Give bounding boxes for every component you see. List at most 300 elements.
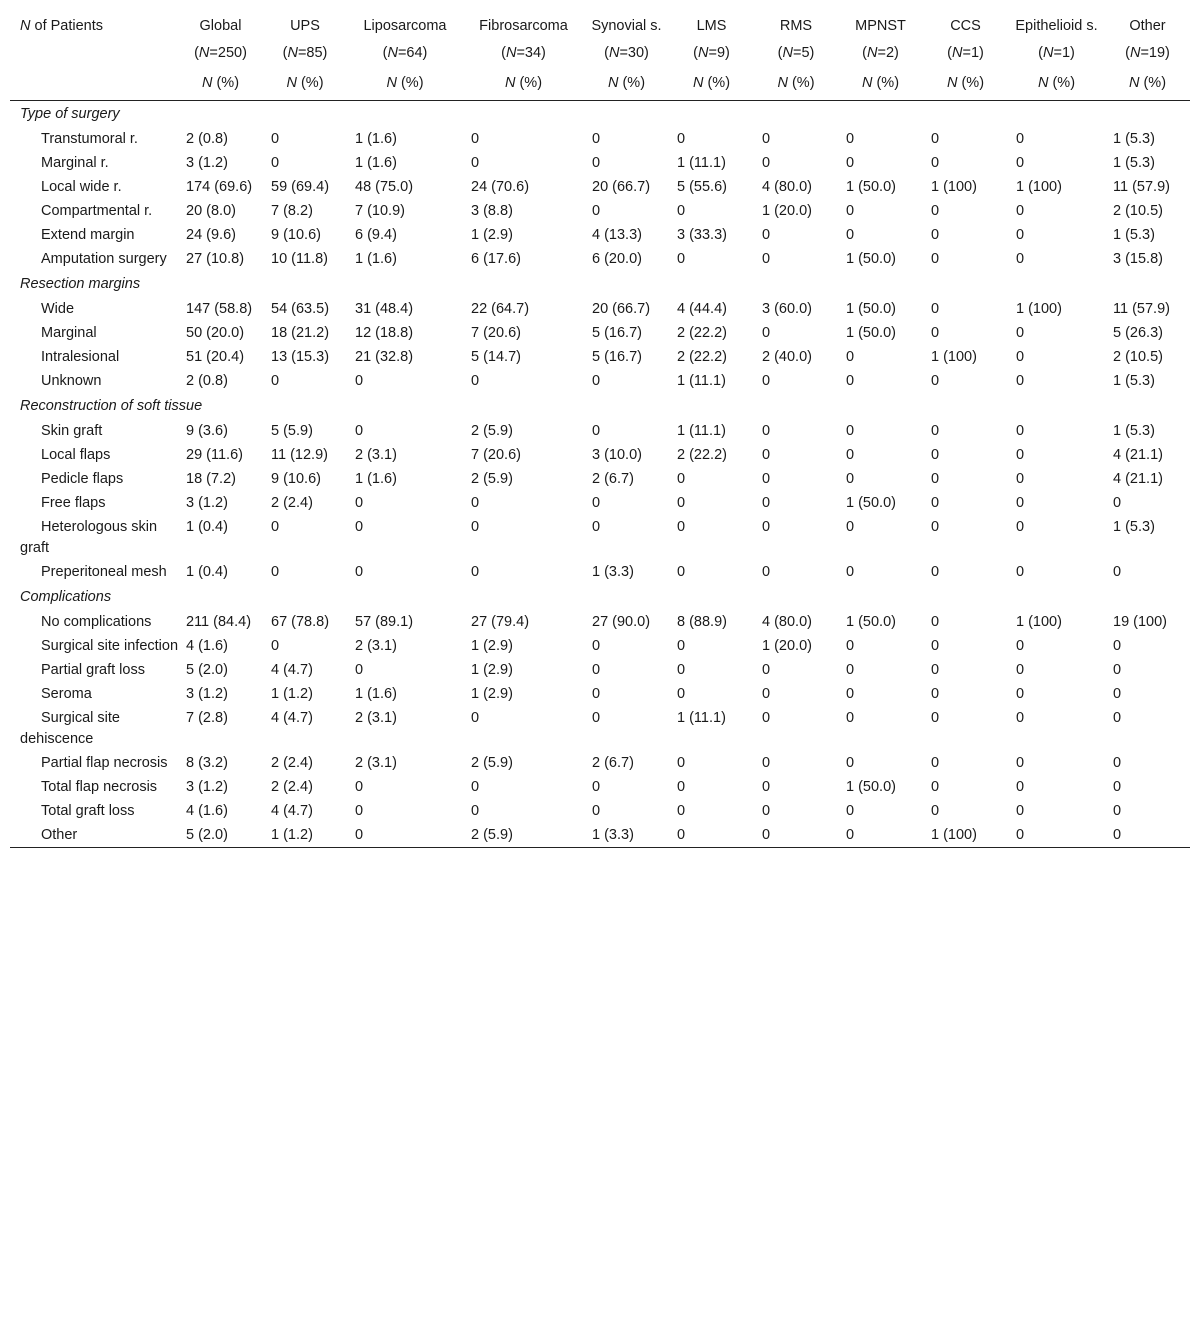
cell-value: 0 [931,251,940,267]
section-title: Resection margins [20,276,141,292]
unit-n: N [777,75,788,91]
cell-value: 13 (15.3) [271,349,330,365]
cell-value: 0 [1016,686,1025,702]
count-prefix: ( [604,45,609,61]
column-count [584,37,669,64]
cell-value: 1 (100) [931,349,977,365]
cell-value: 19 (100) [1113,614,1168,630]
column-unit [923,64,1008,101]
cell-value: 2 (3.1) [355,710,397,726]
cell-value: 0 [931,227,940,243]
corner-n: N [20,18,31,34]
cell-value: 0 [677,251,686,267]
cell-value: 0 [1016,779,1025,795]
cell-value: 7 (20.6) [471,447,521,463]
table-row [10,610,1190,634]
cell-value: 2 (40.0) [762,349,812,365]
count-suffix: ) [242,45,247,61]
table-row [10,175,1190,199]
cell-value: 0 [592,803,601,819]
table-row [10,247,1190,271]
row-label: Total flap necrosis [41,779,158,795]
row-label: Extend margin [41,227,135,243]
row-label: Partial graft loss [41,662,145,678]
cell-value: 0 [931,447,940,463]
count-eq: = [1053,45,1062,61]
table-row [10,151,1190,175]
cell-value: 1 (11.1) [677,373,726,389]
cell-value: 1 (100) [1016,179,1062,195]
cell-value: 147 (58.8) [186,301,253,317]
cell-value: 0 [762,471,771,487]
row-label: Amputation surgery [41,251,167,267]
section-row [10,101,1190,128]
row-label-cell [10,223,178,247]
cell-value: 0 [471,564,480,580]
cell-value: 1 (11.1) [677,155,726,171]
count-eq: = [209,45,218,61]
cell-value: 1 (50.0) [846,179,896,195]
count-eq: = [877,45,886,61]
cell-value: 0 [677,519,686,535]
cell-value: 0 [355,564,364,580]
count-value: 1 [1061,45,1071,61]
cell-value: 0 [931,325,940,341]
row-label-cell [10,151,178,175]
cell-value: 2 (0.8) [186,373,228,389]
cell-value: 0 [1016,755,1025,771]
cell-value: 0 [677,755,686,771]
cell-value: 1 (5.3) [1113,519,1155,535]
column-count [669,37,754,64]
cell-value: 0 [271,564,280,580]
cell-value: 2 (10.5) [1113,203,1163,219]
unit-n: N [1128,75,1140,91]
table-row [10,634,1190,658]
cell-value: 0 [471,710,480,726]
row-label: Total graft loss [41,803,135,819]
cell-value: 31 (48.4) [355,301,414,317]
cell-value: 9 (3.6) [186,423,228,439]
cell-value: 0 [1113,686,1122,702]
count-prefix: ( [862,45,867,61]
cell-value: 4 (21.1) [1113,471,1163,487]
count-eq: = [516,45,525,61]
row-label: Surgical site dehiscence [20,710,120,747]
table-row [10,321,1190,345]
column-unit [347,64,463,101]
cell-value: 48 (75.0) [355,179,414,195]
row-label-cell [10,515,178,560]
row-label-cell [10,127,178,151]
cell-value: 7 (20.6) [471,325,521,341]
row-label-cell [10,419,178,443]
cell-value: 0 [1016,423,1025,439]
cell-value: 1 (5.3) [1113,423,1155,439]
cell-value: 0 [1113,827,1122,843]
row-label: No complications [41,614,152,630]
cell-value: 0 [846,131,855,147]
cell-value: 0 [471,519,480,535]
cell-value: 0 [592,495,601,511]
column-unit [263,64,347,101]
count-n: N [608,45,620,61]
cell-value: 4 (1.6) [186,638,228,654]
column-count [178,37,263,64]
cell-value: 2 (5.9) [471,471,513,487]
cell-value: 0 [931,301,940,317]
column-count [923,37,1008,64]
count-n: N [387,45,398,61]
unit-rest: (%) [1048,75,1076,91]
cell-value: 1 (1.6) [355,471,397,487]
cell-value: 5 (55.6) [677,179,727,195]
row-label-cell [10,706,178,751]
row-label-cell [10,610,178,634]
unit-rest: (%) [872,75,900,91]
cell-value: 1 (1.6) [355,155,397,171]
column-count [263,37,347,64]
cell-value: 0 [846,662,855,678]
cell-value: 6 (9.4) [355,227,397,243]
cell-value: 0 [677,564,686,580]
cell-value: 21 (32.8) [355,349,414,365]
cell-value: 24 (9.6) [186,227,236,243]
column-unit [178,64,263,101]
column-header: RMS [779,18,813,34]
cell-value: 0 [1016,155,1025,171]
column-unit [754,64,838,101]
row-label: Free flaps [41,495,106,511]
cell-value: 2 (22.2) [677,447,727,463]
table-row [10,706,1190,751]
table-header [10,8,1190,101]
column-header: UPS [290,18,320,34]
cell-value: 0 [846,564,855,580]
cell-value: 1 (5.3) [1113,155,1155,171]
cell-value: 4 (44.4) [677,301,727,317]
cell-value: 0 [846,373,855,389]
cell-value: 0 [1113,803,1122,819]
row-label: Partial flap necrosis [41,755,168,771]
cell-value: 0 [1016,447,1025,463]
cell-value: 4 (1.6) [186,803,228,819]
row-label-cell [10,491,178,515]
cell-value: 1 (1.6) [355,686,397,702]
cell-value: 0 [592,203,601,219]
cell-value: 1 (100) [931,179,977,195]
cell-value: 1 (0.4) [186,564,228,580]
column-count [347,37,463,64]
unit-rest: (%) [618,75,646,91]
cell-value: 0 [1113,638,1122,654]
table-row [10,775,1190,799]
cell-value: 2 (22.2) [677,325,727,341]
count-suffix: ) [322,45,328,61]
cell-value: 0 [1016,564,1025,580]
cell-value: 0 [931,686,940,702]
cell-value: 10 (11.8) [271,251,328,267]
cell-value: 0 [762,373,771,389]
row-label-cell [10,369,178,393]
unit-n: N [201,75,213,91]
cell-value: 0 [1016,227,1025,243]
row-label: Unknown [41,373,102,389]
cell-value: 1 (50.0) [846,495,896,511]
cell-value: 0 [471,373,480,389]
cell-value: 0 [846,686,855,702]
column-header: Liposarcoma [363,18,447,34]
cell-value: 0 [677,131,686,147]
cell-value: 1 (50.0) [846,301,896,317]
cell-value: 4 (13.3) [592,227,642,243]
table-row [10,658,1190,682]
cell-value: 1 (5.3) [1113,373,1155,389]
unit-n: N [861,75,873,91]
cell-value: 0 [355,779,364,795]
cell-value: 1 (0.4) [186,519,228,535]
count-eq: = [1140,45,1149,61]
row-label-cell [10,247,178,271]
column-header: CCS [950,18,981,34]
cell-value: 22 (64.7) [471,301,530,317]
column-header: LMS [696,18,727,34]
cell-value: 2 (3.1) [355,638,397,654]
cell-value: 0 [471,155,480,171]
row-label-cell [10,799,178,823]
section-row [10,584,1190,610]
cell-value: 0 [931,373,940,389]
section-row [10,271,1190,297]
cell-value: 0 [846,447,855,463]
cell-value: 0 [355,519,364,535]
cell-value: 5 (14.7) [471,349,521,365]
row-label: Marginal [41,325,97,341]
cell-value: 6 (17.6) [471,251,521,267]
cell-value: 0 [931,203,940,219]
section-title: Reconstruction of soft tissue [20,398,203,414]
row-label: Marginal r. [41,155,109,171]
row-label-cell [10,467,178,491]
cell-value: 2 (6.7) [592,471,634,487]
cell-value: 1 (100) [931,827,977,843]
count-n: N [782,45,793,61]
row-label-cell [10,560,178,584]
table-row [10,799,1190,823]
cell-value: 0 [1113,755,1122,771]
cell-value: 2 (5.9) [471,423,513,439]
count-suffix: ) [979,45,984,61]
cell-value: 3 (60.0) [762,301,812,317]
cell-value: 0 [846,471,855,487]
row-label-cell [10,823,178,848]
count-suffix: ) [541,45,546,61]
count-value: 5 [801,45,810,61]
cell-value: 0 [592,638,601,654]
cell-value: 0 [846,227,855,243]
cell-value: 7 (10.9) [355,203,405,219]
unit-n: N [1037,75,1049,91]
cell-value: 0 [1016,827,1025,843]
cell-value: 1 (3.3) [592,827,634,843]
cell-value: 0 [677,686,686,702]
cell-value: 3 (1.2) [186,686,228,702]
cell-value: 0 [592,710,601,726]
unit-rest: (%) [296,75,324,91]
cell-value: 4 (4.7) [271,662,313,678]
cell-value: 0 [471,803,480,819]
cell-value: 0 [846,710,855,726]
cell-value: 11 (12.9) [271,447,328,463]
count-prefix: ( [194,45,199,61]
row-label: Surgical site infection [41,638,179,654]
cell-value: 0 [271,519,280,535]
cell-value: 0 [762,227,771,243]
cell-value: 1 (11.1) [677,710,726,726]
cell-value: 1 (20.0) [762,638,812,654]
cell-value: 3 (1.2) [186,779,228,795]
cell-value: 0 [592,131,601,147]
cell-value: 3 (33.3) [677,227,727,243]
row-label-cell [10,634,178,658]
cell-value: 211 (84.4) [186,614,252,630]
column-header: Other [1129,18,1166,34]
cell-value: 0 [762,803,771,819]
cell-value: 20 (66.7) [592,301,651,317]
unit-rest: (%) [212,75,240,91]
cell-value: 9 (10.6) [271,227,321,243]
cell-value: 6 (20.0) [592,251,642,267]
cell-value: 1 (2.9) [471,227,513,243]
cell-value: 0 [355,827,364,843]
cell-value: 0 [931,471,940,487]
cell-value: 1 (5.3) [1113,131,1155,147]
cell-value: 0 [931,803,940,819]
row-label: Local wide r. [41,179,122,195]
cell-value: 1 (1.6) [355,131,397,147]
cell-value: 1 (2.9) [471,662,513,678]
cell-value: 0 [931,519,940,535]
table-container [10,8,1190,848]
cell-value: 1 (100) [1016,614,1062,630]
table-row [10,560,1190,584]
count-value: 250 [217,45,243,61]
count-n: N [697,45,709,61]
column-unit [669,64,754,101]
count-suffix: ) [644,45,649,61]
cell-value: 54 (63.5) [271,301,330,317]
cell-value: 0 [271,638,280,654]
cell-value: 0 [846,519,855,535]
count-suffix: ) [1165,45,1170,61]
cell-value: 67 (78.8) [271,614,330,630]
count-prefix: ( [282,45,288,61]
patients-table [10,8,1190,848]
cell-value: 0 [677,827,686,843]
row-label: Intralesional [41,349,120,365]
cell-value: 5 (16.7) [592,349,642,365]
cell-value: 0 [592,779,601,795]
count-prefix: ( [382,45,388,61]
cell-value: 1 (1.2) [271,827,313,843]
unit-n: N [504,75,516,91]
column-unit [1008,64,1105,101]
cell-value: 0 [846,349,855,365]
column-header: Global [199,18,242,34]
row-label: Seroma [41,686,92,702]
table-row [10,419,1190,443]
table-row [10,199,1190,223]
cell-value: 0 [762,827,771,843]
corner-rest: of Patients [30,18,104,34]
cell-value: 2 (5.9) [471,827,513,843]
table-row [10,223,1190,247]
cell-value: 0 [762,495,771,511]
count-n: N [287,45,298,61]
cell-value: 2 (6.7) [592,755,634,771]
count-value: 19 [1148,45,1166,61]
cell-value: 5 (2.0) [186,827,228,843]
cell-value: 0 [762,686,771,702]
cell-value: 0 [1113,662,1122,678]
column-unit [1105,64,1190,101]
cell-value: 4 (4.7) [271,710,313,726]
cell-value: 24 (70.6) [471,179,530,195]
count-n: N [1042,45,1054,61]
count-prefix: ( [947,45,952,61]
count-n: N [951,45,963,61]
cell-value: 0 [846,803,855,819]
cell-value: 4 (80.0) [762,614,812,630]
cell-value: 3 (10.0) [592,447,642,463]
cell-value: 0 [931,638,940,654]
cell-value: 0 [762,155,771,171]
cell-value: 1 (50.0) [846,614,896,630]
cell-value: 0 [1113,495,1122,511]
count-prefix: ( [1125,45,1130,61]
cell-value: 0 [762,131,771,147]
cell-value: 1 (3.3) [592,564,634,580]
cell-value: 27 (79.4) [471,614,530,630]
cell-value: 1 (1.6) [355,251,397,267]
unit-n: N [946,75,958,91]
column-header: Synovial s. [591,18,662,34]
row-label-cell [10,775,178,799]
cell-value: 0 [1113,710,1122,726]
cell-value: 0 [762,755,771,771]
count-eq: = [962,45,971,61]
row-label: Preperitoneal mesh [41,564,167,580]
cell-value: 0 [677,803,686,819]
cell-value: 12 (18.8) [355,325,414,341]
cell-value: 7 (2.8) [186,710,228,726]
cell-value: 5 (16.7) [592,325,642,341]
cell-value: 0 [846,203,855,219]
cell-value: 20 (8.0) [186,203,236,219]
cell-value: 0 [931,662,940,678]
cell-value: 0 [931,614,940,630]
corner-header [10,8,178,37]
row-label: Local flaps [41,447,111,463]
row-label: Heterologous skin graft [20,519,158,556]
row-label: Skin graft [41,423,103,439]
column-header: Fibrosarcoma [479,18,568,34]
count-value: 2 [885,45,895,61]
cell-value: 0 [1016,203,1025,219]
cell-value: 0 [1016,803,1025,819]
row-label-cell [10,199,178,223]
cell-value: 0 [1016,638,1025,654]
